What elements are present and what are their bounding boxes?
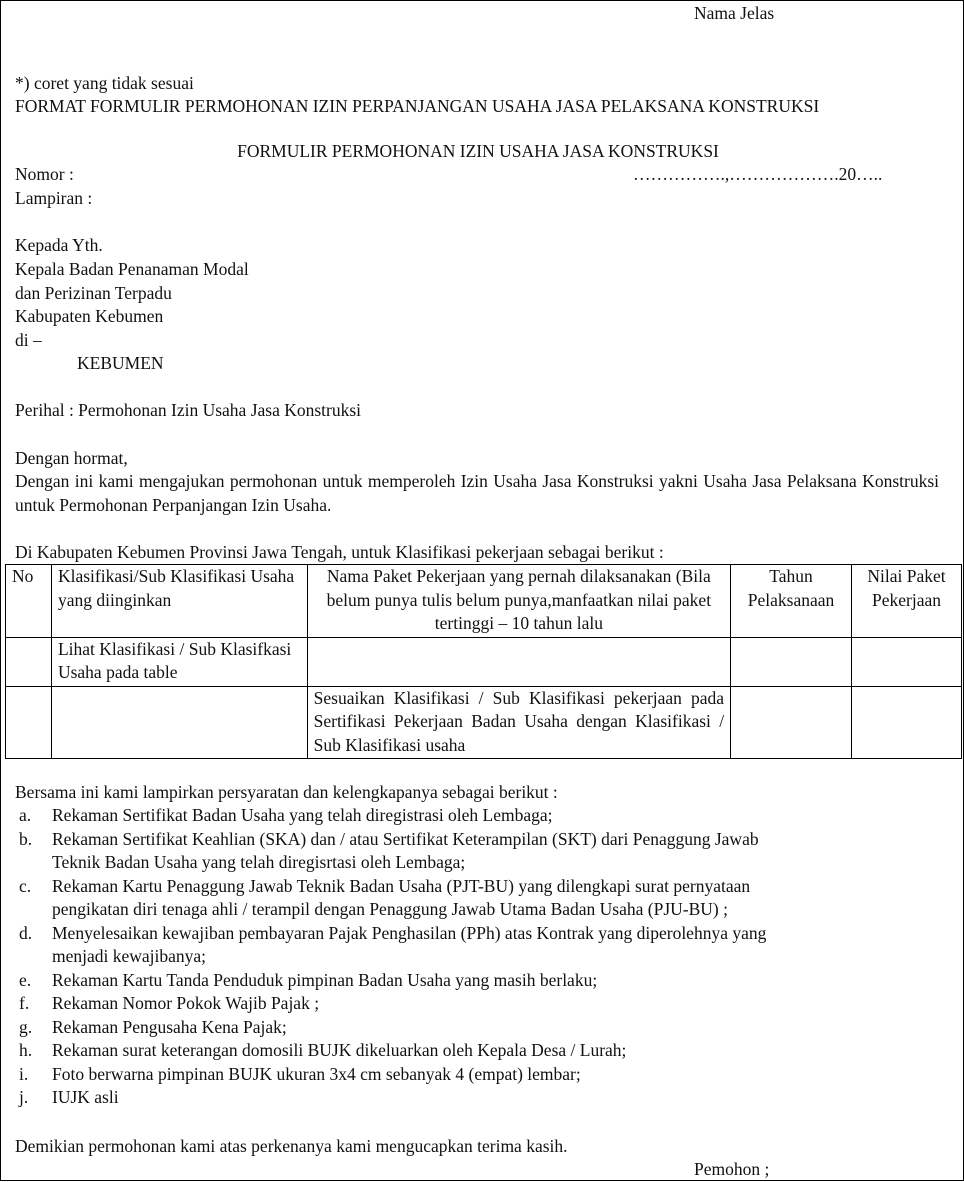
list-text: Rekaman surat keterangan domosili BUJK dikeluarkan oleh Kepala Desa / Lurah; (52, 1040, 627, 1060)
list-letter: d. (19, 922, 33, 943)
list-letter: e. (19, 969, 32, 990)
list-item (15, 828, 945, 875)
list-item (15, 1039, 945, 1063)
recipient-line-5: di – (15, 330, 42, 350)
list-text-cont: menjadi kewajibanya; (52, 946, 207, 966)
pemohon-label: Pemohon ; (694, 1159, 770, 1179)
table-row (6, 637, 962, 686)
list-text: Rekaman Kartu Tanda Penduduk pimpinan Badan Usaha yang masih berlaku; (52, 969, 598, 990)
cell-klasifikasi: Lihat Klasifikasi / Sub Klasifkasi Usaha pada table (51, 637, 307, 686)
list-text: IUJK asli (52, 1087, 119, 1107)
list-text: Rekaman Nomor Pokok Wajib Pajak ; (52, 993, 320, 1013)
header-klasifikasi: Klasifikasi/Sub Klasifikasi Usaha yang diinginkan (51, 565, 307, 638)
list-text: Rekaman Sertifikat Badan Usaha yang telah diregistrasi oleh Lembaga; (52, 805, 553, 825)
list-text: Rekaman Kartu Penaggung Jawab Teknik Badan Usaha (PJT-BU) yang dilengkapi surat pernyataan (52, 875, 751, 896)
header-no: No (6, 565, 52, 638)
nama-jelas: Nama Jelas (694, 3, 775, 23)
header-tahun: Tahun Pelaksanaan (731, 565, 852, 638)
list-item (15, 875, 945, 922)
cell-tahun (731, 637, 852, 686)
format-title: FORMAT FORMULIR PERMOHONAN IZIN PERPANJANGAN USAHA JASA PELAKSANA KONSTRUKSI (15, 96, 820, 116)
intro-paragraph: Dengan ini kami mengajukan permohonan untuk memperoleh Izin Usaha Jasa Konstruksi yakni Usaha Jasa Pelaksana Konstruksi untuk Permohonan Perpanjangan Izin Usaha. (15, 471, 939, 515)
list-letter: b. (19, 828, 33, 849)
list-text: Menyelesaikan kewajiban pembayaran Pajak Penghasilan (PPh) atas Kontrak yang diperolehnya yang (52, 922, 767, 943)
header-paket: Nama Paket Pekerjaan yang pernah dilaksanakan (Bila belum punya tulis belum punya,manfaatkan nilai paket tertinggi – 10 tahun lalu (307, 565, 730, 638)
greeting: Dengan hormat, (15, 448, 128, 468)
lampiran-label: Lampiran : (15, 188, 93, 208)
cell-nilai (852, 686, 962, 759)
cell-paket (307, 637, 730, 686)
closing-text: Demikian permohonan kami atas perkenanya kami mengucapkan terima kasih. (15, 1136, 568, 1156)
list-item (15, 1086, 945, 1110)
list-text: Rekaman Pengusaha Kena Pajak; (52, 1016, 287, 1037)
nomor-label: Nomor : (15, 164, 74, 184)
list-text: Rekaman Sertifikat Keahlian (SKA) dan / atau Sertifikat Keterampilan (SKT) dari Penaggung Jawab (52, 828, 759, 849)
list-letter: h. (19, 1040, 33, 1060)
recipient-line-3: dan Perizinan Terpadu (15, 283, 172, 303)
cell-nilai (852, 637, 962, 686)
cell-no (6, 686, 52, 759)
table-row (6, 686, 962, 759)
list-item (15, 804, 945, 828)
cell-klasifikasi (51, 686, 307, 759)
list-text-cont: Teknik Badan Usaha yang telah diregisrtasi oleh Lembaga; (52, 852, 466, 872)
requirements-intro: Bersama ini kami lampirkan persyaratan dan kelengkapanya sebagai berikut : (15, 782, 558, 802)
cell-paket: Sesuaikan Klasifikasi / Sub Klasifikasi pekerjaan pada Sertifikasi Pekerjaan Badan Usaha dengan Klasifikasi / Sub Klasifikasi usaha (307, 686, 730, 759)
recipient-line-4: Kabupaten Kebumen (15, 306, 164, 326)
header-nilai: Nilai Paket Pekerjaan (852, 565, 962, 638)
list-item (15, 1016, 945, 1040)
recipient-line-1: Kepada Yth. (15, 235, 103, 255)
list-letter: j. (19, 1087, 29, 1107)
classification-table (5, 564, 962, 759)
date-line: …………….,……………….20….. (633, 164, 883, 184)
list-text: Foto berwarna pimpinan BUJK ukuran 3x4 cm sebanyak 4 (empat) lembar; (52, 1063, 581, 1084)
list-letter: f. (19, 993, 30, 1013)
list-letter: c. (19, 875, 32, 896)
list-letter: a. (19, 805, 32, 825)
location-line: Di Kabupaten Kebumen Provinsi Jawa Tengah, untuk Klasifikasi pekerjaan sebagai berikut : (15, 542, 664, 562)
perihal: Perihal : Permohonan Izin Usaha Jasa Konstruksi (15, 400, 362, 420)
list-item (15, 1063, 945, 1087)
list-letter: i. (19, 1063, 29, 1084)
recipient-city: KEBUMEN (77, 353, 164, 373)
list-item (15, 992, 945, 1016)
recipient-line-2: Kepala Badan Penanaman Modal (15, 259, 249, 279)
list-item (15, 922, 945, 969)
list-item (15, 969, 945, 993)
list-text-cont: pengikatan diri tenaga ahli / terampil dengan Penaggung Jawab Utama Badan Usaha (PJU-BU) ; (52, 899, 728, 919)
list-letter: g. (19, 1016, 33, 1037)
coret-note: *) coret yang tidak sesuai (15, 73, 194, 93)
cell-no (6, 637, 52, 686)
requirements-list (15, 804, 945, 1110)
table-header-row (6, 565, 962, 638)
form-title: FORMULIR PERMOHONAN IZIN USAHA JASA KONSTRUKSI (237, 141, 719, 161)
cell-tahun (731, 686, 852, 759)
